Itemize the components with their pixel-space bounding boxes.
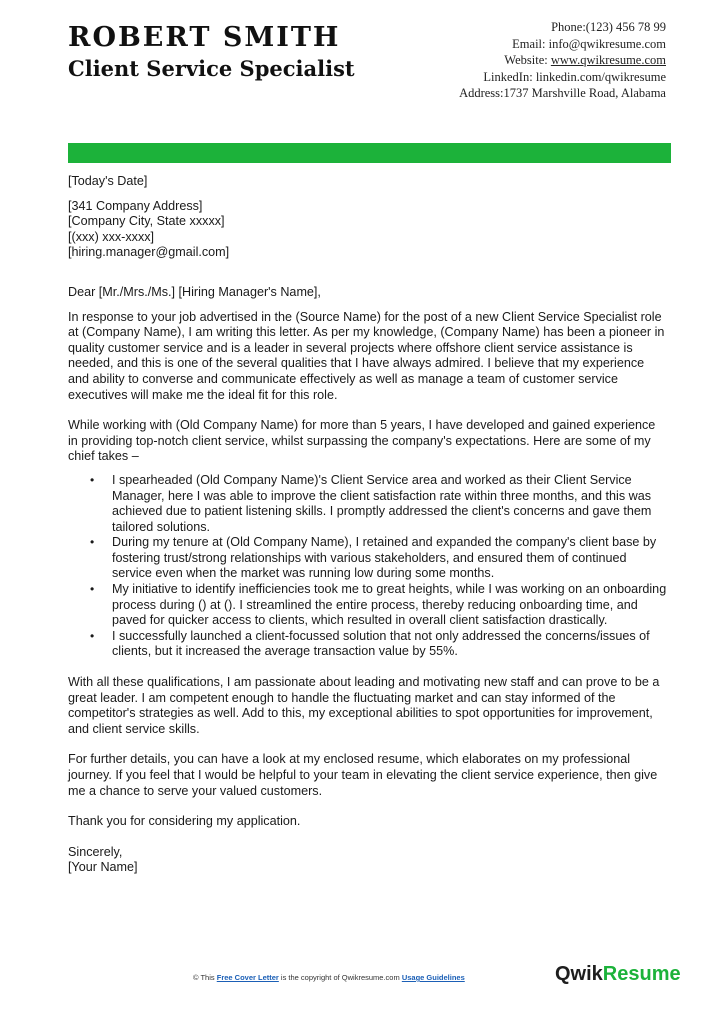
- contact-phone: Phone:(123) 456 78 99: [551, 20, 666, 34]
- paragraph-experience: While working with (Old Company Name) for more than 5 years, I have developed and gained experience in providing top-notch client service, whilst surpassing the company's expectations. Here are some of my chief takes –: [68, 418, 656, 464]
- candidate-role: Client Service Specialist: [68, 56, 355, 81]
- website-link[interactable]: www.qwikresume.com: [550, 53, 666, 67]
- contact-block: [366, 19, 666, 102]
- candidate-name: ROBERT SMITH: [68, 22, 341, 53]
- paragraph-details: For further details, you can have a look at my enclosed resume, which elaborates on my professional journey. If you feel that I would be helpful to your team in elevating the client service experience, then give me a chance to serve your valued customers.: [68, 752, 658, 798]
- list-item: • I spearheaded (Old Company Name)'s Client Service area and worked as their Client Service Manager, here I was able to improve the client satisfaction rate within three months, and this was achieved due to patient listening skills. I promptly addressed the client's concerns and gave them tailored solutions.: [112, 473, 668, 535]
- usage-guidelines-link[interactable]: Usage Guidelines: [401, 973, 465, 982]
- achievements-list: [68, 473, 668, 660]
- list-item: • I successfully launched a client-focussed solution that not only addressed the concerns/issues of clients, but it increased the average transaction value by 55%.: [112, 629, 668, 660]
- free-cover-letter-link[interactable]: Free Cover Letter: [216, 973, 279, 982]
- contact-email: Email: info@qwikresume.com: [512, 36, 666, 51]
- contact-address: Address:1737 Marshville Road, Alabama: [459, 86, 666, 100]
- recipient-line: [(xxx) xxx-xxxx]: [68, 229, 155, 244]
- paragraph-thanks: Thank you for considering my application.: [68, 814, 301, 829]
- recipient-line: [341 Company Address]: [68, 198, 203, 213]
- list-item: • During my tenure at (Old Company Name), I retained and expanded the company's client base by fostering trust/strong relationships with various stakeholders, and ensured them of continued service even when the market was running low during some months.: [112, 535, 668, 582]
- signature: [Your Name]: [68, 860, 138, 875]
- salutation: Dear [Mr./Mrs./Ms.] [Hiring Manager's Name],: [68, 284, 321, 299]
- letter-date: [Today's Date]: [68, 174, 148, 188]
- page-footer: [0, 963, 720, 989]
- recipient-line: [hiring.manager@gmail.com]: [68, 245, 230, 260]
- contact-website: Website: www.qwikresume.com: [504, 53, 666, 67]
- contact-linkedin: LinkedIn: linkedin.com/qwikresume: [483, 69, 666, 84]
- qwikresume-logo: QwikResume: [555, 963, 681, 985]
- paragraph-qualifications: With all these qualifications, I am passionate about leading and motivating new staff and can prove to be a great leader. I am competent enough to handle the fluctuating market and can stay informed of the competitor's strategies as well. Add to this, my exceptional abilities to spot opportunities for improvement, and client service skills.: [68, 675, 660, 736]
- closing: Sincerely,: [68, 844, 123, 859]
- accent-divider: [68, 143, 671, 163]
- copyright-notice: © This Free Cover Letter is the copyright of Qwikresume.com Usage Guidelines: [193, 973, 465, 982]
- list-item: • My initiative to identify inefficiencies took me to great heights, while I was working on an onboarding process during () at (). I streamlined the entire process, thereby reducing onboarding time, and paved for quicker access to clients, which resulted in overall client satisfaction drastically.: [112, 582, 668, 629]
- letter-body: [68, 174, 668, 876]
- paragraph-intro: In response to your job advertised in the (Source Name) for the post of a new Client Service Specialist role at (Company Name), I am writing this letter. As per my knowledge, (Company Name) has been a pioneer in quality customer service and is a leader in several projects where offshore client service assistance is needed, and this is one of the several qualities that I have always admired. I believe that my experience and ability to converse and communicate effectively as well as manage a team of customer service executives will make me the ideal fit for this role.: [68, 309, 665, 402]
- recipient-line: [Company City, State xxxxx]: [68, 214, 225, 229]
